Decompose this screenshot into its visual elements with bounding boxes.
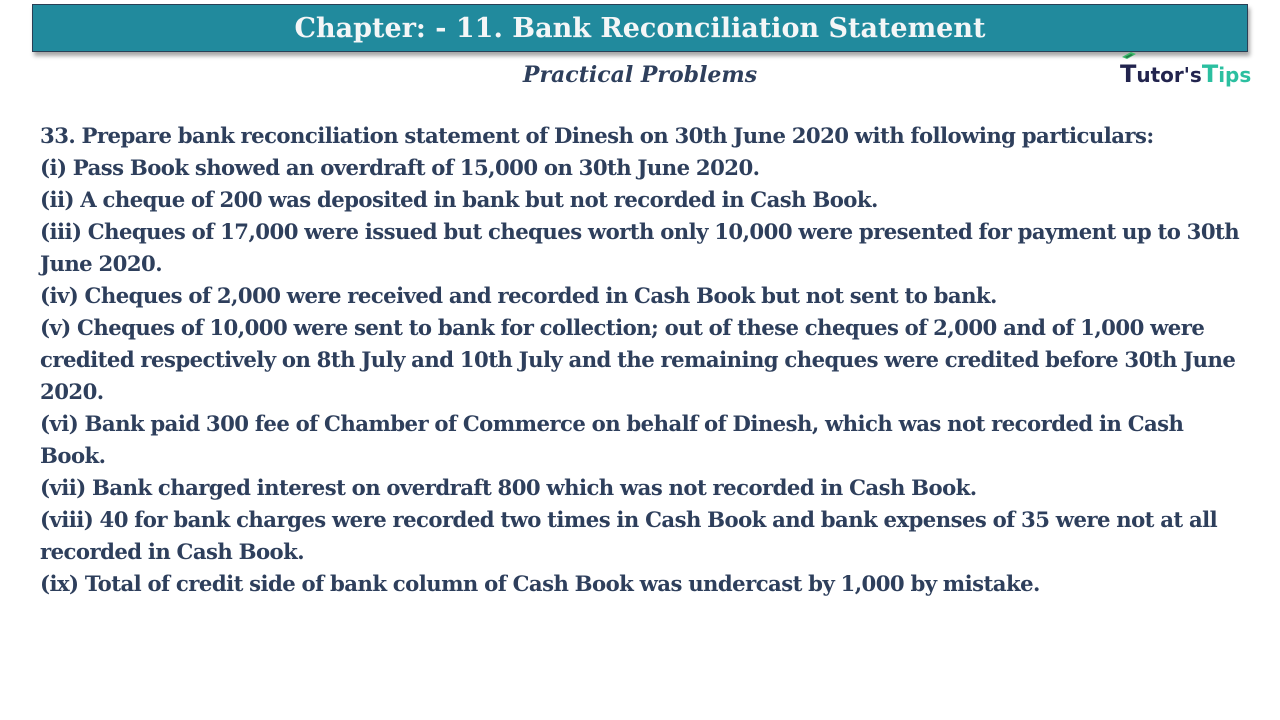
- problem-item-vii: (vii) Bank charged interest on overdraft 800 which was not recorded in Cash Book.: [40, 475, 977, 500]
- tutors-tips-logo: [1120, 52, 1251, 86]
- problem-item-i: (i) Pass Book showed an overdraft of 15,000 on 30th June 2020.: [40, 155, 760, 180]
- logo-text-tips: Tips: [1201, 60, 1252, 88]
- problem-text-block: [40, 120, 1250, 600]
- problem-item-vi: (vi) Bank paid 300 fee of Chamber of Commerce on behalf of Dinesh, which was not recorded in Cash Book.: [40, 411, 1184, 468]
- chapter-header-bar: [32, 4, 1248, 52]
- problem-item-iv: (iv) Cheques of 2,000 were received and recorded in Cash Book but not sent to bank.: [40, 283, 997, 308]
- problem-item-ii: (ii) A cheque of 200 was deposited in bank but not recorded in Cash Book.: [40, 187, 878, 212]
- problem-item-viii: (viii) 40 for bank charges were recorded two times in Cash Book and bank expenses of 35 were not at all recorded in Cash Book.: [40, 507, 1218, 564]
- problem-statement: 33. Prepare bank reconciliation statement of Dinesh on 30th June 2020 with following particulars:: [40, 123, 1154, 148]
- problem-item-iii: (iii) Cheques of 17,000 were issued but cheques worth only 10,000 were presented for payment up to 30th June 2020.: [40, 219, 1240, 276]
- chapter-title: Chapter: - 11. Bank Reconciliation Statement: [294, 12, 986, 44]
- problem-item-v: (v) Cheques of 10,000 were sent to bank for collection; out of these cheques of 2,000 and of 1,000 were credited respectively on 8th July and 10th July and the remaining cheques were credited before 30th June 2020.: [40, 315, 1236, 404]
- problem-item-ix: (ix) Total of credit side of bank column of Cash Book was undercast by 1,000 by mistake.: [40, 571, 1040, 596]
- logo-text-tutors: Tutor's: [1120, 60, 1202, 88]
- section-subtitle: Practical Problems: [522, 62, 758, 88]
- graduation-cap-icon: [1121, 52, 1137, 60]
